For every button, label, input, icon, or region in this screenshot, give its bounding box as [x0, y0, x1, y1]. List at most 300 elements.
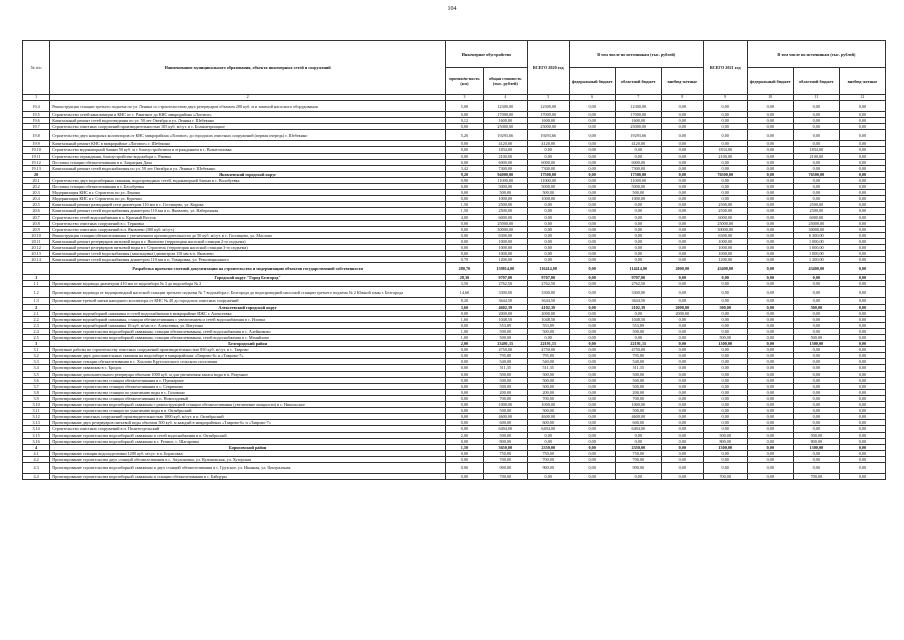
row-value: 0,00 [839, 190, 885, 196]
row-value: 0,00 [569, 310, 615, 316]
row-value: 1000,00 [483, 238, 527, 244]
row-value: 0,00 [747, 202, 793, 208]
row-value: 6494,00 [615, 426, 661, 432]
row-value: 2350,00 [527, 444, 569, 450]
row-value: 2500,00 [703, 202, 747, 208]
row-value: 0,00 [569, 196, 615, 202]
row-value: 1 000,00 [793, 251, 839, 257]
row-value: 0,00 [615, 310, 661, 316]
row-value: 0,00 [446, 426, 484, 432]
row-value: 0,00 [747, 335, 793, 341]
row-value: 0,00 [615, 232, 661, 238]
row-value: 0,00 [839, 238, 885, 244]
row-value: 1600,00 [615, 118, 661, 124]
row-value: 0,00 [747, 347, 793, 353]
row-value: 1048,50 [615, 316, 661, 322]
row-value: 511,35 [483, 365, 527, 371]
row-name: Капитальный ремонт сетей водоснабжения по ул. 50 лет Октября и ул. Ленина г. Шебекино [50, 165, 446, 171]
row-name: Строительство сетей канализации и КНС от с. Ракитное до КНС микрорайона «Логовое» [50, 112, 446, 118]
row-value: 0,00 [839, 444, 885, 450]
row-value: 0,00 [661, 275, 703, 281]
row-value: 0,00 [793, 177, 839, 183]
row-value: 0,00 [615, 208, 661, 214]
row-value: 0,00 [661, 359, 703, 365]
row-name: Проектирование очистных сооружений производительностью 1000 куб. м/сут. в п. Октябрьский [50, 414, 446, 420]
row-value: 0,00 [703, 395, 747, 401]
row-value: 0,00 [839, 208, 885, 214]
row-value: 4,00 [446, 214, 484, 220]
row-value: 0,00 [747, 328, 793, 334]
row-value: 0,00 [569, 130, 615, 141]
row-value: 0,00 [793, 165, 839, 171]
row-value: 0,00 [569, 190, 615, 196]
row-value: 0,00 [839, 328, 885, 334]
row-value: 0,00 [839, 462, 885, 473]
row-value: 3644,50 [483, 298, 527, 304]
row-value: 0,00 [446, 141, 484, 147]
row-value: 0,00 [569, 141, 615, 147]
row-value: 0,00 [569, 450, 615, 456]
row-number: 2 [23, 304, 50, 310]
row-value: 0,00 [661, 347, 703, 353]
row-value: 0,00 [703, 462, 747, 473]
row-value: 7300,00 [615, 165, 661, 171]
row-number: 2.2 [23, 316, 50, 322]
row-value: 0,00 [569, 473, 615, 479]
row-value: 0,00 [569, 171, 615, 177]
row-number: 1 [23, 275, 50, 281]
row-name: Проектирование строительства водозаборной скважины, станции обезжелезивания, сетей водоснабжения в с. Меняйлово [50, 335, 446, 341]
row-name: Проектирование дополнительного резервуара объемом 1000 куб. м для увеличения запаса воды в п. Разумное [50, 371, 446, 377]
row-value: 0,00 [703, 118, 747, 124]
row-number: 19.9 [23, 141, 50, 147]
row-number: 19.4 [23, 101, 50, 112]
row-value: 2000,00 [661, 304, 703, 310]
row-number: 3.11 [23, 408, 50, 414]
row-value: 2500,00 [703, 208, 747, 214]
row-value: 1048,50 [527, 316, 569, 322]
row-value: 750,00 [615, 450, 661, 456]
row-name: Проектирование строительства водозаборной скважины и двух станций обезжелезивания в с. Грузское, ул. Иконная, ул. Центральная [50, 462, 446, 473]
row-number: 3.7 [23, 383, 50, 389]
row-value: 0,00 [793, 287, 839, 298]
row-value: 0,00 [661, 171, 703, 177]
row-number: 3.5 [23, 371, 50, 377]
row-value: 0,00 [747, 196, 793, 202]
row-value: 3300,00 [483, 287, 527, 298]
row-value: 0,00 [569, 408, 615, 414]
row-number: 20.6 [23, 208, 50, 214]
row-value: 0,00 [569, 389, 615, 395]
row-value: 0,00 [446, 462, 484, 473]
row-name: Строительство водонапорной башни 50 куб. м с благоустройством и ограждением в с. Вознесеновка [50, 147, 446, 153]
row-value: 0,00 [839, 202, 885, 208]
row-value: 0,00 [446, 456, 484, 462]
row-value: 0,00 [747, 101, 793, 112]
row-value: 6494,00 [527, 426, 569, 432]
row-value: 0,00 [703, 298, 747, 304]
row-name: Строительство очистных сооружений в п. Яковлево (300 куб. м/сут.) [50, 226, 446, 232]
row-value: 0,00 [747, 263, 793, 275]
row-name: Модернизация КНС в г. Строитель по ул. Курочки [50, 196, 446, 202]
row-value: 0,00 [747, 383, 793, 389]
row-value: 280,70 [446, 263, 484, 275]
row-value: 17000,00 [615, 112, 661, 118]
row-number: 3.9 [23, 395, 50, 401]
row-value: 700,00 [483, 456, 527, 462]
row-value: 4750,00 [615, 347, 661, 353]
row-name: Проектирование строительства станции по умягчению воды в с. Головино [50, 389, 446, 395]
row-value: 0,00 [839, 377, 885, 383]
row-value: 0,00 [569, 420, 615, 426]
row-name: Проектирование станции обезжелезивания в с. Хохлово Крутологского сельского поселения [50, 359, 446, 365]
row-value: 2500,00 [483, 208, 527, 214]
row-name: Проектирование двух дополнительных скважин на водозаборе в микрорайонах «Таврово-6» и «Таврово-7» [50, 353, 446, 359]
row-value: 0,00 [703, 389, 747, 395]
row-value: 0,00 [446, 184, 484, 190]
row-value: 0,00 [569, 124, 615, 130]
row-value: 500,00 [527, 190, 569, 196]
table-row [23, 101, 886, 112]
row-value: 0,00 [661, 141, 703, 147]
row-number: 19.7 [23, 124, 50, 130]
row-value: 800,00 [703, 438, 747, 444]
row-value: 0,00 [747, 112, 793, 118]
row-value: 0,00 [569, 214, 615, 220]
row-value: 12300,00 [527, 101, 569, 112]
row-value: 0,00 [569, 328, 615, 334]
row-value: 200,00 [483, 389, 527, 395]
row-value: 0,00 [839, 153, 885, 159]
row-value: 0,00 [747, 462, 793, 473]
row-name: Капитальный ремонт сетей водоснабжения диаметром 110 мм в п. Яковлево, ул. Набережная [50, 208, 446, 214]
row-value: 0,00 [446, 359, 484, 365]
row-value: 4750,00 [483, 347, 527, 353]
row-value: 3644,50 [615, 298, 661, 304]
row-value: 0,00 [569, 353, 615, 359]
row-name: Проектирование водовода от водопроводной насосной станции третьего подъема № 7 водозабора г. Белгорода до водопроводной насосной станции третьего подъема № 2 Южной зоны г. Белгорода [50, 287, 446, 298]
row-value: 0,00 [839, 359, 885, 365]
row-value: 0,00 [839, 263, 885, 275]
row-name: Капитальный ремонт сетей водоснабжения диаметром 110 мм в п. Томаровка, ул. Революционного [50, 257, 446, 263]
row-value: 1,60 [446, 316, 484, 322]
row-value: 0,00 [747, 118, 793, 124]
row-value: 0,00 [793, 426, 839, 432]
row-value: 2000,00 [661, 310, 703, 316]
row-name: Проектные работы по строительству очистных сооружений производительностью 850 куб. м/сут. в с. Таврово [50, 347, 446, 353]
table-body [23, 95, 886, 480]
row-value: 0,00 [793, 141, 839, 147]
column-number: 12 [839, 95, 885, 101]
row-value: 0,60 [446, 251, 484, 257]
row-value: 0,00 [839, 165, 885, 171]
row-value: 0,00 [569, 112, 615, 118]
row-value: 500,00 [527, 328, 569, 334]
row-value: 0,00 [703, 450, 747, 456]
row-value: 0,00 [446, 190, 484, 196]
row-value: 0,00 [661, 165, 703, 171]
row-value: 0,00 [839, 304, 885, 310]
row-number: 20.8 [23, 220, 50, 226]
row-name: Проектирование строительства станции обезжелезивания в с. Севрюково [50, 383, 446, 389]
row-value: 0,00 [703, 112, 747, 118]
row-value: 0,00 [793, 124, 839, 130]
row-value: 0,00 [446, 414, 484, 420]
row-value: 511,35 [615, 365, 661, 371]
row-value: 0,00 [661, 365, 703, 371]
row-name: Строительство сетей водоснабжения в х. Красный Восток [50, 214, 446, 220]
row-value: 0,00 [569, 232, 615, 238]
row-value: 0,00 [747, 414, 793, 420]
row-value: 1000,00 [615, 196, 661, 202]
row-value: 500,00 [527, 377, 569, 383]
row-value: 1200,00 [483, 257, 527, 263]
row-value: 500,00 [793, 335, 839, 341]
row-value: 0,00 [793, 190, 839, 196]
row-value: 17000,00 [527, 112, 569, 118]
row-value: 0,00 [839, 147, 885, 153]
row-value: 0,00 [747, 208, 793, 214]
row-name: Проектирование скважины в с. Бродок [50, 365, 446, 371]
row-number: 20.14 [23, 257, 50, 263]
row-value: 1300,00 [793, 341, 839, 347]
row-value: 0,00 [703, 316, 747, 322]
row-value: 0,00 [793, 118, 839, 124]
row-value: 0,00 [527, 153, 569, 159]
row-value: 0,00 [446, 377, 484, 383]
row-value: 0,00 [747, 377, 793, 383]
row-value: 159814,00 [483, 263, 527, 275]
row-value: 0,00 [839, 101, 885, 112]
col-name-header: Наименование муниципального образования, объекта инженерных сетей и сооружений [50, 41, 446, 95]
row-name: Строительство очистных сооружений в с. Терновка [50, 220, 446, 226]
row-value: 0,00 [446, 147, 484, 153]
row-number: 3 [23, 341, 50, 347]
row-value: 0,00 [703, 310, 747, 316]
row-value: 500,00 [483, 371, 527, 377]
row-value: 0,00 [661, 414, 703, 420]
row-value: 4102,39 [527, 304, 569, 310]
row-value: 6000,00 [615, 159, 661, 165]
row-value: 795,80 [483, 353, 527, 359]
row-value: 0,00 [839, 408, 885, 414]
row-value: 0,00 [793, 462, 839, 473]
col-offbudget2-header: внебюд-жетные [839, 68, 885, 95]
row-value: 2000,00 [661, 263, 703, 275]
row-value: 0,00 [661, 335, 703, 341]
row-value: 0,00 [569, 456, 615, 462]
row-value: 0,00 [615, 335, 661, 341]
row-value: 0,00 [569, 118, 615, 124]
row-value: 19293,66 [483, 130, 527, 141]
row-value: 0,00 [703, 165, 747, 171]
row-value: 0,00 [615, 473, 661, 479]
row-value: 0,00 [747, 341, 793, 347]
column-number: 11 [793, 95, 839, 101]
row-value: 4600,00 [483, 414, 527, 420]
row-value: 0,00 [446, 389, 484, 395]
row-value: 0,00 [661, 322, 703, 328]
row-value: 19293,66 [527, 130, 569, 141]
row-value: 0,00 [569, 383, 615, 389]
row-value: 500,00 [703, 432, 747, 438]
row-value: 1000,00 [615, 402, 661, 408]
row-value: 0,00 [839, 456, 885, 462]
row-value: 0,00 [747, 147, 793, 153]
row-value: 9707,00 [615, 275, 661, 281]
row-number: 3.12 [23, 414, 50, 420]
row-value: 0,00 [839, 159, 885, 165]
row-value: 0,00 [446, 383, 484, 389]
row-value: 0,00 [703, 159, 747, 165]
row-value: 11000,00 [527, 177, 569, 183]
row-value: 0,00 [793, 196, 839, 202]
row-value: 0,00 [703, 184, 747, 190]
row-value: 0,00 [569, 263, 615, 275]
row-value: 0,00 [569, 244, 615, 250]
row-value: 5000,00 [615, 184, 661, 190]
row-value: 30000,00 [793, 226, 839, 232]
row-value: 2500,00 [483, 202, 527, 208]
row-value: 7300,00 [527, 165, 569, 171]
row-value: 0,00 [527, 335, 569, 341]
row-value: 0,00 [839, 177, 885, 183]
row-value: 0,00 [703, 101, 747, 112]
row-value: 0,00 [793, 281, 839, 287]
row-value: 0,00 [747, 226, 793, 232]
row-value: 0,00 [446, 153, 484, 159]
row-value: 0,00 [446, 124, 484, 130]
row-value: 0,00 [661, 257, 703, 263]
row-value: 0,00 [661, 202, 703, 208]
row-value: 1000,00 [483, 196, 527, 202]
row-number: 1.3 [23, 298, 50, 304]
row-value: 0,00 [569, 438, 615, 444]
row-value: 0,00 [615, 202, 661, 208]
row-value: 0,00 [661, 426, 703, 432]
row-value: 1300,00 [703, 444, 747, 450]
row-value: 6494,00 [483, 426, 527, 432]
row-value: 0,00 [661, 389, 703, 395]
row-name: Проектирование станции водоподготовки 1200 куб. м/сут. в п. Борисовка [50, 450, 446, 456]
row-value: 0,00 [446, 395, 484, 401]
column-number: 10 [747, 95, 793, 101]
row-value: 3300,00 [615, 287, 661, 298]
row-value: 0,00 [703, 328, 747, 334]
row-value: 0,00 [661, 383, 703, 389]
row-value: 0,00 [527, 251, 569, 257]
row-number: 3.10 [23, 402, 50, 408]
row-value: 1,00 [446, 328, 484, 334]
row-value: 2,00 [446, 432, 484, 438]
row-value: 0,00 [703, 287, 747, 298]
row-value: 0,00 [747, 316, 793, 322]
row-value: 1834,00 [483, 147, 527, 153]
row-value: 0,00 [793, 408, 839, 414]
row-number: 1.2 [23, 287, 50, 298]
row-value: 511,35 [527, 365, 569, 371]
row-value: 11000,00 [615, 177, 661, 183]
row-value: 0,00 [569, 462, 615, 473]
row-name: Проектирование строительства водозаборной скважины, станции обезжелезивания, сетей водоснабжения в с. Алейниково [50, 328, 446, 334]
row-value: 3,42 [446, 165, 484, 171]
row-value: 600,00 [527, 420, 569, 426]
row-value: 0,00 [793, 450, 839, 456]
row-value: 0,00 [569, 159, 615, 165]
investment-table [22, 40, 886, 480]
row-value: 0,00 [703, 383, 747, 389]
row-value: 0,00 [839, 112, 885, 118]
row-value: 0,00 [661, 408, 703, 414]
row-value: 0,00 [839, 257, 885, 263]
row-value: 0,00 [747, 456, 793, 462]
row-value: 0,00 [661, 377, 703, 383]
row-value: 25000,00 [793, 220, 839, 226]
row-value: 94000,00 [483, 171, 527, 177]
row-value: 600,00 [615, 420, 661, 426]
row-name: Проектирование водозаборной скважины и сетей водоснабжения в микрорайоне ИЖС г. Алексеевка [50, 310, 446, 316]
row-value: 0,00 [839, 220, 885, 226]
row-value: 9707,00 [483, 275, 527, 281]
row-value: 0,00 [569, 444, 615, 450]
row-value: 0,00 [793, 101, 839, 112]
row-name: Проектирование водозаборной скважины, станции обезжелезивания с увеличением и сетей водоснабжения в с. Иловка [50, 316, 446, 322]
row-value: 0,00 [747, 322, 793, 328]
row-value: 0,00 [839, 341, 885, 347]
row-number: 20.13 [23, 251, 50, 257]
row-value: 0,00 [446, 226, 484, 232]
row-value: 0,00 [615, 153, 661, 159]
row-number: 3.16 [23, 438, 50, 444]
row-value: 0,00 [703, 426, 747, 432]
row-value: 553,89 [483, 322, 527, 328]
row-value: 3644,50 [527, 298, 569, 304]
row-value: 0,00 [703, 456, 747, 462]
row-value: 500,00 [615, 408, 661, 414]
row-value: 0,00 [747, 432, 793, 438]
row-value: 3,50 [446, 281, 484, 287]
col-regional-header: областной бюджет [615, 68, 661, 95]
row-value: 900,00 [615, 462, 661, 473]
row-value: 0,00 [747, 159, 793, 165]
row-value: 0,00 [839, 232, 885, 238]
row-value: 0,00 [747, 353, 793, 359]
row-value: 0,00 [839, 371, 885, 377]
row-value: 700,00 [793, 473, 839, 479]
row-value: 6 300,00 [793, 232, 839, 238]
row-value: 0,00 [839, 310, 885, 316]
row-value: 5,00 [446, 101, 484, 112]
row-value: 0,00 [661, 184, 703, 190]
row-value: 2102,39 [615, 304, 661, 310]
row-value: 0,00 [527, 432, 569, 438]
row-value: 0,00 [661, 101, 703, 112]
row-value: 0,00 [839, 251, 885, 257]
row-number: 4.1 [23, 450, 50, 456]
row-value: 1,50 [446, 208, 484, 214]
row-value: 0,00 [747, 426, 793, 432]
row-value: 0,00 [839, 438, 885, 444]
row-value: 200,00 [615, 389, 661, 395]
col-src2020-header: В том числе по источникам (тыс. рублей) [569, 41, 703, 68]
row-name: Реконструкция станции третьего подъема по ул. Ленина со строительством двух резервуаров объемом 200 куб. м и заменой насосного оборудования [50, 101, 446, 112]
row-value: 795,80 [615, 353, 661, 359]
row-value: 0,00 [446, 450, 484, 456]
row-value: 0,00 [839, 335, 885, 341]
row-value: 0,00 [569, 377, 615, 383]
row-value: 9,20 [446, 171, 484, 177]
row-value: 17500,00 [527, 171, 569, 177]
